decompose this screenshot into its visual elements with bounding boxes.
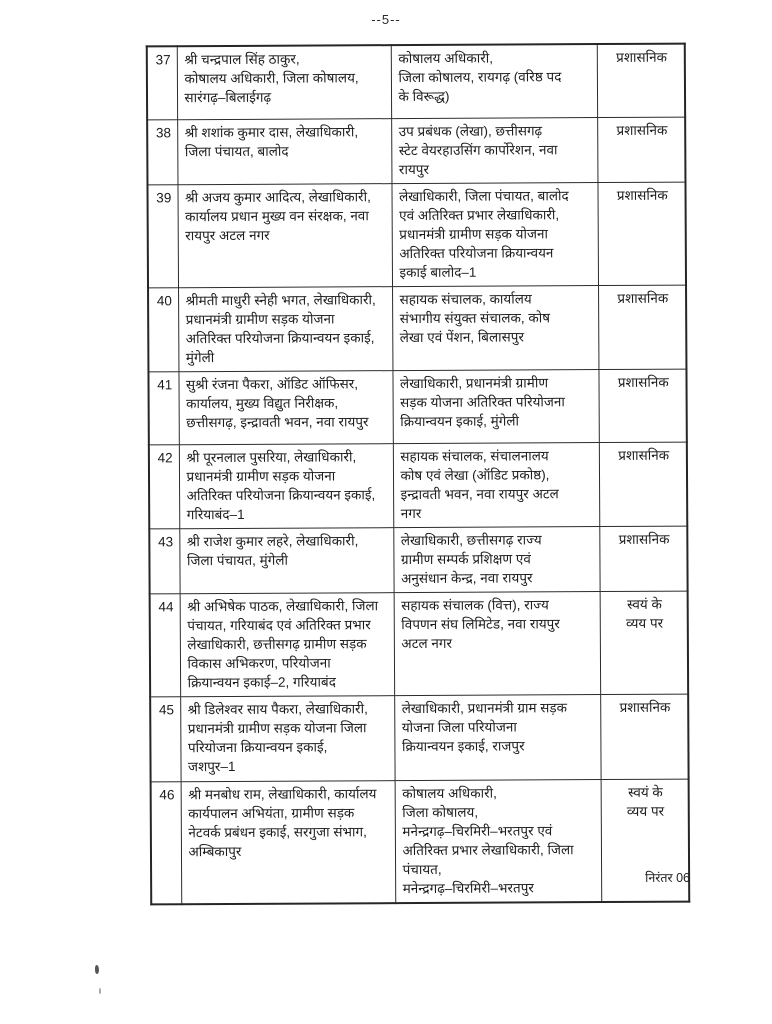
transfer-table-wrap	[146, 43, 690, 906]
row-serial: 39	[147, 184, 178, 287]
row-transfer-type: प्रशासनिक	[598, 369, 686, 442]
row-officer-from: श्री पूरनलाल पुसरिया, लेखाधिकारी, प्रधानमंत्री ग्रामीण सड़क योजना अतिरिक्त परियोजना क्रियान्वयन इकाई, गरियाबंद–1	[179, 443, 393, 528]
row-officer-from: श्री डिलेश्वर साय पैकरा, लेखाधिकारी, प्रधानमंत्री ग्रामीण सड़क योजना जिला परियोजना क्रियान्वयन इकाई, जशपुर–1	[180, 695, 394, 781]
table-row	[148, 369, 686, 445]
row-transfer-type: प्रशासनिक	[597, 182, 686, 285]
ink-speck	[99, 988, 101, 994]
row-posting-to: सहायक संचालक, कार्यालय संभागीय संयुक्त संचालक, कोष लेखा एवं पेंशन, बिलासपुर	[392, 285, 598, 370]
row-officer-from: श्री चन्द्रपाल सिंह ठाकुर, कोषालय अधिकारी, जिला कोषालय, सारंगढ़–बिलाईगढ़	[177, 45, 391, 119]
row-posting-to: लेखाधिकारी, छत्तीसगढ़ राज्य ग्रामीण सम्पर्क प्रशिक्षण एवं अनुसंधान केन्द्र, नवा रायपुर	[393, 526, 599, 592]
row-posting-to: लेखाधिकारी, प्रधानमंत्री ग्राम सड़क योजना जिला परियोजना क्रियान्वयन इकाई, राजपुर	[394, 694, 600, 780]
row-serial: 46	[151, 781, 182, 904]
page-number: --5--	[371, 12, 401, 27]
row-transfer-type: प्रशासनिक	[599, 526, 687, 591]
row-posting-to: सहायक संचालक, संचालनालय कोष एवं लेखा (ऑडिट प्रकोष्ठ), इन्द्रावती भवन, नवा रायपुर अटल नगर	[393, 442, 599, 527]
row-serial: 43	[149, 528, 179, 593]
row-posting-to: उप प्रबंधक (लेखा), छत्तीसगढ़ स्टेट वेयरहाउसिंग कार्पोरेशन, नवा रायपुर	[391, 117, 597, 183]
row-serial: 37	[147, 46, 177, 119]
row-transfer-type: प्रशासनिक	[600, 694, 688, 779]
row-transfer-type: प्रशासनिक	[599, 442, 687, 526]
row-posting-to: कोषालय अधिकारी, जिला कोषालय, मनेन्द्रगढ़–चिरमिरी–भरतपुर एवं अतिरिक्त प्रभार लेखाधिकारी, जिला पंचायत, मनेन्द्रगढ़–चिरमिरी–भरतपुर	[395, 779, 602, 903]
row-transfer-type: स्वयं के व्यय पर	[600, 591, 689, 694]
row-officer-from: सुश्री रंजना पैकरा, ऑडिट ऑफिसर, कार्यालय, मुख्य विद्युत निरीक्षक, छत्तीसगढ़, इन्द्रावती भवन, नवा रायपुर	[178, 370, 392, 444]
row-serial: 40	[148, 287, 178, 371]
row-officer-from: श्री राजेश कुमार लहरे, लेखाधिकारी, जिला पंचायत, मुंगेली	[179, 527, 393, 593]
row-transfer-type: स्वयं के व्यय पर	[601, 779, 690, 902]
row-transfer-type: प्रशासनिक	[597, 44, 685, 117]
row-posting-to: सहायक संचालक (वित्त), राज्य विपणन संघ लिमिटेड, नवा रायपुर अटल नगर	[394, 591, 601, 695]
row-serial: 45	[150, 696, 180, 781]
continuation-note: निरंतर 06	[645, 871, 690, 885]
row-posting-to: लेखाधिकारी, प्रधानमंत्री ग्रामीण सड़क योजना अतिरिक्त परियोजना क्रियान्वयन इकाई, मुंगेली	[392, 369, 598, 443]
row-officer-from: श्री शशांक कुमार दास, लेखाधिकारी, जिला पंचायत, बालोद	[177, 118, 391, 184]
table-row	[150, 694, 688, 782]
table-row	[147, 182, 686, 288]
row-posting-to: लेखाधिकारी, जिला पंचायत, बालोद एवं अतिरिक्त प्रभार लेखाधिकारी, प्रधानमंत्री ग्रामीण सड़क योजना अतिरिक्त परियोजना क्रियान्वयन इकाई बालोद–1	[391, 182, 598, 286]
table-row	[150, 591, 689, 697]
row-serial: 44	[150, 593, 181, 696]
row-officer-from: श्री मनबोध राम, लेखाधिकारी, कार्यालय कार्यपालन अभियंता, ग्रामीण सड़क नेटवर्क प्रबंधन इकाई, सरगुजा संभाग, अम्बिकापुर	[181, 780, 396, 904]
transfer-table	[146, 43, 690, 906]
table-row	[149, 526, 687, 594]
table-row	[147, 117, 685, 185]
table-row	[149, 442, 687, 529]
table-row	[147, 44, 685, 120]
row-posting-to: कोषालय अधिकारी, जिला कोषालय, रायगढ़ (वरिष्ठ पद के विरूद्ध)	[391, 44, 597, 118]
row-serial: 38	[147, 119, 177, 184]
row-officer-from: श्री अभिषेक पाठक, लेखाधिकारी, जिला पंचायत, गरियाबंद एवं अतिरिक्त प्रभार लेखाधिकारी, छत्तीसगढ़ ग्रामीण सड़क विकास अभिकरण, परियोजना क्रियान्वयन इकाई–2, गरियाबंद	[180, 592, 395, 696]
row-transfer-type: प्रशासनिक	[598, 285, 686, 369]
row-transfer-type: प्रशासनिक	[597, 117, 685, 182]
table-row	[148, 285, 686, 372]
row-serial: 41	[148, 371, 178, 444]
ink-speck	[95, 965, 99, 974]
row-serial: 42	[149, 444, 179, 528]
row-officer-from: श्री अजय कुमार आदित्य, लेखाधिकारी, कार्यालय प्रधान मुख्य वन संरक्षक, नवा रायपुर अटल नगर	[177, 183, 392, 287]
row-officer-from: श्रीमती माधुरी स्नेही भगत, लेखाधिकारी, प्रधानमंत्री ग्रामीण सड़क योजना अतिरिक्त परियोजना क्रियान्वयन इकाई, मुंगेली	[178, 286, 392, 371]
